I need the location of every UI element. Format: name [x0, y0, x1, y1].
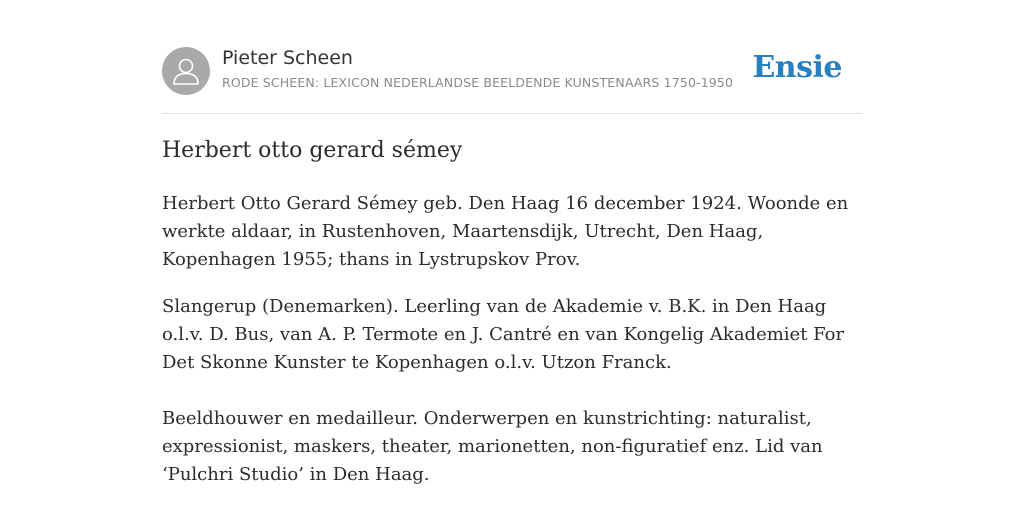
article-paragraph: Slangerup (Denemarken). Leerling van de Akademie v. B.K. in Den Haag o.l.v. D. Bus, van A. P. Termote en J. Cantré en van Kongelig Akademiet For Det Skonne Kunster te Kopenhagen o.l.v. Utzon Franck.	[162, 296, 845, 373]
source-title[interactable]: RODE SCHEEN: LEXICON NEDERLANDSE BEELDENDE KUNSTENAARS 1750-1950	[222, 75, 734, 90]
header-divider	[162, 113, 862, 114]
ensie-logo[interactable]: Ensie	[752, 50, 842, 85]
author-name[interactable]: Pieter Scheen	[222, 47, 353, 69]
article-paragraph: Herbert Otto Gerard Sémey geb. Den Haag 16 december 1924. Woonde en werkte aldaar, in Rustenhoven, Maartensdijk, Utrecht, Den Haag, Kopenhagen 1955; thans in Lystrupskov Prov.	[162, 193, 849, 270]
article-title: Herbert otto gerard sémey	[162, 138, 463, 163]
avatar[interactable]	[162, 47, 210, 95]
article-header	[162, 46, 862, 96]
user-icon	[162, 47, 210, 95]
article-paragraph: Beeldhouwer en medailleur. Onderwerpen en kunstrichting: naturalist, expressionist, maskers, theater, marionetten, non-figuratief enz. Lid van ‘Pulchri Studio’ in Den Haag.	[162, 408, 823, 485]
article-card	[162, 0, 862, 512]
